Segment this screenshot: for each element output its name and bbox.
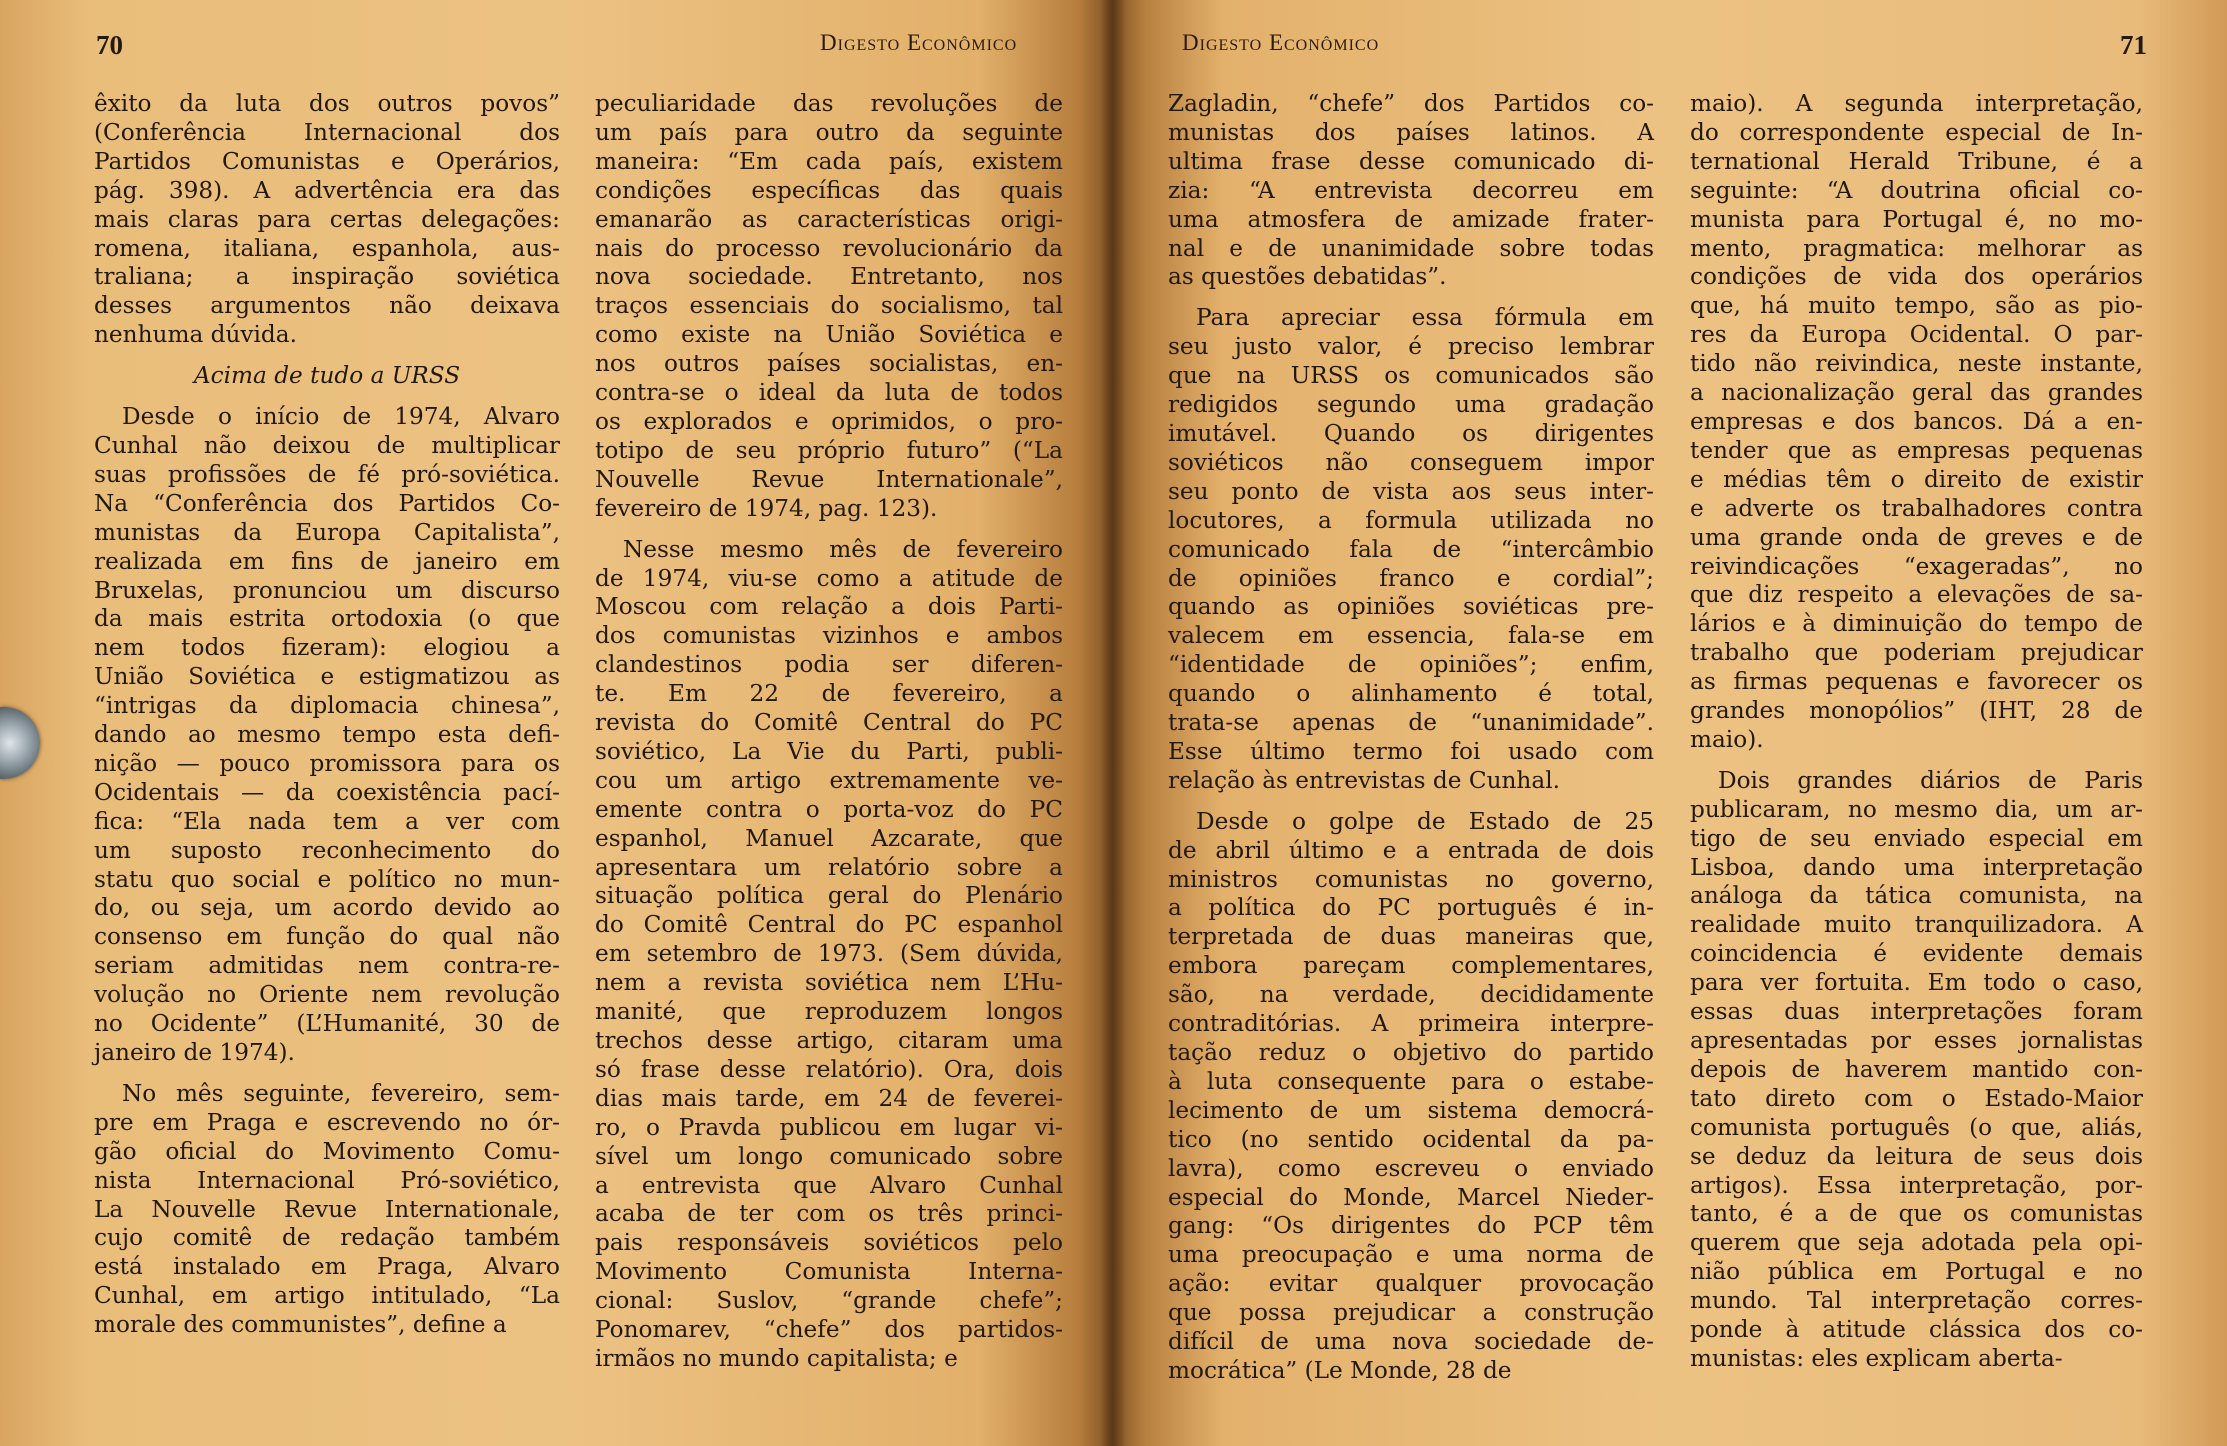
text-line: mocrática” (Le Monde, 28 de — [1168, 1356, 1512, 1384]
text-line: publicaram, no mesmo dia, um ar- — [1690, 795, 2143, 823]
text-line: um suposto reconhecimento do — [94, 836, 560, 864]
text-line: Movimento Comunista Interna- — [595, 1258, 1063, 1286]
text-line: seguinte: “A doutrina oficial co- — [1690, 176, 2143, 204]
text-line: Ponomarev, “chefe” dos partidos- — [595, 1316, 1063, 1344]
text-line: te. Em 22 de fevereiro, a — [595, 680, 1063, 708]
page-number-left: 70 — [96, 30, 123, 60]
text-line: União Soviética e estigmatizou as — [94, 663, 560, 691]
text-line: soviéticos não conseguem impor — [1168, 448, 1654, 476]
text-line: emente contra o porta-voz do PC — [595, 795, 1063, 823]
text-line: Bruxelas, pronunciou um discurso — [94, 576, 560, 604]
text-line: ro, o Pravda publicou em lugar vi- — [595, 1113, 1063, 1141]
text-line: trechos desse artigo, citaram uma — [595, 1027, 1063, 1054]
text-line: ultima frase desse comunicado di- — [1168, 147, 1654, 175]
text-line: La Nouvelle Revue Internationale, — [94, 1195, 560, 1223]
text-line: depois de haverem mantido con- — [1690, 1055, 2143, 1083]
text-line: se deduz da leitura de seus dois — [1690, 1142, 2143, 1170]
text-line: No mês seguinte, fevereiro, sem- — [122, 1079, 560, 1107]
text-line: uma preocupação e uma norma de — [1168, 1241, 1654, 1269]
text-line: emanarão as características origi- — [595, 205, 1063, 233]
page-number-right: 71 — [2120, 30, 2147, 60]
text-line: do Comitê Central do PC espanhol — [595, 911, 1063, 939]
text-line: morale des communistes”, define a — [94, 1311, 507, 1339]
text-line: êxito da luta dos outros povos” — [94, 90, 560, 117]
text-line: e adverte os trabalhadores contra — [1690, 494, 2143, 522]
text-line: relação às entrevistas de Cunhal. — [1168, 766, 1560, 794]
text-line: traços essenciais do socialismo, tal — [595, 292, 1063, 320]
text-line: condições específicas das quais — [595, 176, 1063, 204]
text-line: nal e de unanimidade sobre todas — [1168, 234, 1654, 262]
text-line: reivindicações “exageradas”, no — [1690, 552, 2143, 580]
text-line: Ocidentais — da coexistência pací- — [94, 778, 560, 806]
text-line: pág. 398). A advertência era das — [94, 176, 560, 204]
text-line: quando as opiniões soviéticas pre- — [1168, 593, 1654, 621]
right-page-column-2 — [1690, 90, 2143, 1374]
text-line: ternational Herald Tribune, é a — [1690, 147, 2143, 175]
text-line: lecimento de um sistema democrá- — [1168, 1096, 1654, 1124]
text-line: mento, pragmatica: melhorar as — [1690, 234, 2143, 262]
text-line: situação política geral do Plenário — [595, 882, 1063, 910]
text-line: tação reduz o objetivo do partido — [1168, 1039, 1654, 1066]
text-line: que, há muito tempo, são as pio- — [1690, 292, 2143, 320]
left-page-column-2 — [595, 90, 1063, 1374]
text-line: no Ocidente” (L’Humanité, 30 de — [94, 1010, 560, 1038]
text-line: seu ponto de vista aos seus inter- — [1168, 477, 1654, 505]
text-line: Zagladin, “chefe” dos Partidos co- — [1168, 90, 1654, 117]
text-line: realizada em fins de janeiro em — [94, 547, 560, 575]
text-line: munistas: eles explicam aberta- — [1690, 1344, 2063, 1372]
text-line: de opiniões franco e cordial”; — [1168, 564, 1654, 592]
text-line: sível um longo comunicado sobre — [595, 1142, 1063, 1170]
text-line: coincidencia é evidente demais — [1690, 940, 2143, 968]
text-line: querem que seja adotada pela opi- — [1690, 1229, 2143, 1257]
text-line: para ver fortuita. Em todo o caso, — [1690, 969, 2143, 997]
text-line: Cunhal, em artigo intitulado, “La — [94, 1282, 560, 1310]
text-line: tido não reivindica, neste instante, — [1690, 350, 2143, 378]
text-line: nião pública em Portugal e no — [1690, 1258, 2143, 1286]
text-line: Lisboa, dando uma interpretação — [1690, 853, 2143, 881]
paragraph-gap — [1168, 292, 1654, 304]
right-page-column-1 — [1168, 90, 1654, 1386]
text-line: janeiro de 1974). — [94, 1039, 295, 1066]
text-line: consenso em função do qual não — [94, 923, 560, 951]
text-line: seu justo valor, é preciso lembrar — [1168, 333, 1654, 361]
text-line: Nouvelle Revue Internationale”, — [595, 465, 1063, 493]
text-line: suas profissões de fé pró-soviética. — [94, 460, 560, 488]
text-line: tico (no sentido ocidental da pa- — [1168, 1125, 1654, 1153]
text-line: Cunhal não deixou de multiplicar — [94, 431, 560, 459]
text-line: peculiaridade das revoluções de — [595, 90, 1063, 117]
text-line: comunista português (o que, aliás, — [1690, 1113, 2143, 1141]
text-line: volução no Oriente nem revolução — [94, 981, 560, 1009]
text-line: Desde o início de 1974, Alvaro — [122, 403, 560, 431]
text-line: ponde à atitude clássica dos co- — [1690, 1316, 2143, 1344]
text-line: do correspondente especial de In- — [1690, 118, 2143, 146]
text-line: seriam admitidas nem contra-re- — [94, 952, 560, 980]
text-line: dando ao mesmo tempo esta defi- — [94, 721, 560, 749]
text-line: artigos). Essa interpretação, por- — [1690, 1171, 2143, 1199]
text-line: uma grande onda de greves e de — [1690, 523, 2143, 551]
left-page-column-1 — [94, 90, 560, 1340]
paragraph-gap — [1168, 796, 1654, 808]
text-line: da mais estrita ortodoxia (o que — [94, 605, 560, 633]
text-line: dos comunistas vizinhos e ambos — [595, 622, 1063, 650]
text-line: que na URSS os comunicados são — [1168, 362, 1654, 390]
text-line: essas duas interpretações foram — [1690, 998, 2143, 1026]
text-line: a entrevista que Alvaro Cunhal — [595, 1171, 1063, 1199]
text-line: gão oficial do Movimento Comu- — [94, 1137, 560, 1165]
text-line: empresas e dos bancos. Dá a en- — [1690, 407, 2143, 435]
text-line: maneira: “Em cada país, existem — [595, 147, 1063, 175]
book-gutter — [1100, 0, 1126, 1446]
text-line: dias mais tarde, em 24 de feverei- — [595, 1084, 1063, 1112]
text-line: traliana; a inspiração soviética — [94, 263, 560, 291]
text-line: realidade muito tranquilizadora. A — [1690, 911, 2143, 939]
text-line: em setembro de 1973. (Sem dúvida, — [595, 940, 1063, 968]
text-line: a nacionalização geral das grandes — [1690, 379, 2143, 407]
text-line: pais responsáveis soviéticos pelo — [595, 1229, 1063, 1257]
text-line: desses argumentos não deixava — [94, 292, 560, 320]
text-line: Esse último termo foi usado com — [1168, 737, 1654, 765]
text-line: Para apreciar essa fórmula em — [1196, 304, 1654, 332]
text-line: res da Europa Ocidental. O par- — [1690, 321, 2143, 349]
text-line: nem a revista soviética nem L’Hu- — [595, 969, 1063, 997]
text-line: nenhuma dúvida. — [94, 321, 297, 349]
text-line: gang: “Os dirigentes do PCP têm — [1168, 1212, 1654, 1240]
text-line: clandestinos podia ser diferen- — [595, 651, 1063, 679]
text-line: embora pareçam complementares, — [1168, 952, 1654, 980]
text-line: a política do PC português é in- — [1168, 894, 1654, 922]
text-line: apresentara um relatório sobre a — [595, 853, 1063, 881]
text-line: pre em Praga e escrevendo no ór- — [94, 1108, 560, 1136]
text-line: revista do Comitê Central do PC — [595, 709, 1063, 737]
text-line: as questões debatidas”. — [1168, 263, 1447, 291]
text-line: irmãos no mundo capitalista; e — [595, 1344, 958, 1372]
text-line: zia: “A entrevista decorreu em — [1168, 176, 1654, 204]
text-line: lavra), como escreveu o enviado — [1168, 1154, 1654, 1182]
text-line: munistas da Europa Capitalista”, — [94, 518, 560, 546]
text-line: maio). — [1690, 725, 1764, 753]
text-line: manité, que reproduzem longos — [595, 998, 1063, 1026]
text-line: comunicado fala de “intercâmbio — [1168, 535, 1654, 563]
text-line: munista para Portugal é, no mo- — [1690, 205, 2143, 233]
text-line: nem todos fizeram): elogiou a — [94, 634, 560, 662]
text-line: que diz respeito a elevações de sa- — [1690, 581, 2143, 609]
text-line: à luta consequente para o estabe- — [1168, 1067, 1654, 1095]
text-line: espanhol, Manuel Azcarate, que — [595, 824, 1063, 852]
text-line: tender que as empresas pequenas — [1690, 436, 2143, 464]
text-line: contra-se o ideal da luta de todos — [595, 379, 1063, 407]
text-line: imutável. Quando os dirigentes — [1168, 419, 1654, 447]
text-line: munistas dos países latinos. A — [1168, 118, 1654, 146]
left-page — [0, 0, 1112, 1446]
text-line: nição — pouco promissora para os — [94, 749, 560, 777]
text-line: cou um artigo extremamente ve- — [595, 766, 1063, 794]
text-line: trata-se apenas de “unanimidade”. — [1168, 709, 1654, 737]
text-line: ação: evitar qualquer provocação — [1168, 1270, 1654, 1298]
text-line: nova sociedade. Entretanto, nos — [595, 263, 1063, 291]
text-line: “intrigas da diplomacia chinesa”, — [94, 692, 560, 720]
text-line: romena, italiana, espanhola, aus- — [94, 234, 560, 262]
text-line: tato direto com o Estado-Maior — [1690, 1084, 2143, 1112]
text-line: de 1974, viu-se como a atitude de — [595, 564, 1063, 592]
paragraph-gap — [1690, 755, 2143, 767]
text-line: totipo de seu próprio futuro” (“La — [595, 436, 1063, 464]
text-line: (Conferência Internacional dos — [94, 118, 560, 146]
text-line: nista Internacional Pró-soviético, — [94, 1166, 560, 1194]
text-line: statu quo social e político no mun- — [94, 865, 560, 893]
text-line: maio). A segunda interpretação, — [1690, 90, 2143, 117]
text-line: grandes monopólios” (IHT, 28 de — [1690, 697, 2143, 725]
text-line: condições de vida dos operários — [1690, 263, 2143, 291]
text-line: cional: Suslov, “grande chefe”; — [595, 1287, 1063, 1315]
text-line: redigidos segundo uma gradação — [1168, 391, 1654, 419]
text-line: do, ou seja, um acordo devido ao — [94, 894, 560, 922]
text-line: difícil de uma nova sociedade de- — [1168, 1328, 1654, 1356]
text-line: quando o alinhamento é total, — [1168, 680, 1654, 708]
text-line: tigo de seu enviado especial em — [1690, 824, 2143, 852]
text-line: Desde o golpe de Estado de 25 — [1196, 807, 1654, 835]
running-head-left: Digesto Econômico — [820, 30, 1018, 55]
paragraph-gap — [94, 391, 560, 403]
text-line: e médias têm o direito de existir — [1690, 465, 2143, 493]
text-line: está instalado em Praga, Alvaro — [94, 1253, 560, 1281]
paragraph-gap — [595, 524, 1063, 536]
text-line: ministros comunistas no governo, — [1168, 865, 1654, 893]
text-line: cujo comitê de redação também — [94, 1224, 560, 1252]
text-line: as firmas pequenas e favorecer os — [1690, 668, 2143, 696]
text-line: Nesse mesmo mês de fevereiro — [623, 535, 1063, 563]
paragraph-gap — [94, 350, 560, 362]
paragraph-gap — [94, 1068, 560, 1080]
text-line: fica: “Ela nada tem a ver com — [94, 807, 560, 835]
text-line: Moscou com relação a dois Parti- — [595, 593, 1063, 621]
text-line: soviético, La Vie du Parti, publi- — [595, 737, 1063, 765]
text-line: só frase desse relatório). Ora, dois — [595, 1055, 1063, 1083]
text-line: Na “Conferência dos Partidos Co- — [94, 489, 560, 517]
text-line: lários e à diminuição do tempo de — [1690, 610, 2143, 638]
text-line: trabalho que poderiam prejudicar — [1690, 639, 2143, 667]
text-line: como existe na União Soviética e — [595, 321, 1063, 349]
text-line: que possa prejudicar a construção — [1168, 1299, 1654, 1327]
text-line: valecem em essencia, fala-se em — [1168, 622, 1654, 650]
text-line: terpretada de duas maneiras que, — [1168, 923, 1654, 951]
text-line: análoga da tática comunista, na — [1690, 882, 2143, 910]
text-line: um país para outro da seguinte — [595, 118, 1063, 146]
text-line: mundo. Tal interpretação corres- — [1690, 1287, 2143, 1315]
right-page — [1112, 0, 2227, 1446]
text-line: Dois grandes diários de Paris — [1718, 766, 2143, 794]
text-line: de abril último e a entrada de dois — [1168, 836, 1654, 864]
text-line: acaba de ter com os três princi- — [595, 1200, 1063, 1228]
text-line: especial do Monde, Marcel Nieder- — [1168, 1183, 1654, 1211]
text-line: são, na verdade, decididamente — [1168, 981, 1654, 1009]
text-line: contraditórias. A primeira interpre- — [1168, 1010, 1654, 1038]
text-line: apresentadas por esses jornalistas — [1690, 1027, 2143, 1054]
text-line: locutores, a formula utilizada no — [1168, 506, 1654, 534]
text-line: “identidade de opiniões”; enfim, — [1168, 651, 1654, 679]
text-line: fevereiro de 1974, pag. 123). — [595, 494, 938, 522]
text-line: Acima de tudo a URSS — [193, 362, 461, 390]
text-line: os explorados e oprimidos, o pro- — [595, 407, 1063, 435]
text-line: Partidos Comunistas e Operários, — [94, 147, 560, 175]
text-line: nais do processo revolucionário da — [595, 234, 1063, 262]
text-line: mais claras para certas delegações: — [94, 205, 560, 233]
text-line: tanto, é a de que os comunistas — [1690, 1200, 2143, 1228]
text-line: nos outros países socialistas, en- — [595, 350, 1063, 378]
text-line: uma atmosfera de amizade frater- — [1168, 205, 1654, 233]
running-head-right: Digesto Econômico — [1182, 30, 1380, 55]
